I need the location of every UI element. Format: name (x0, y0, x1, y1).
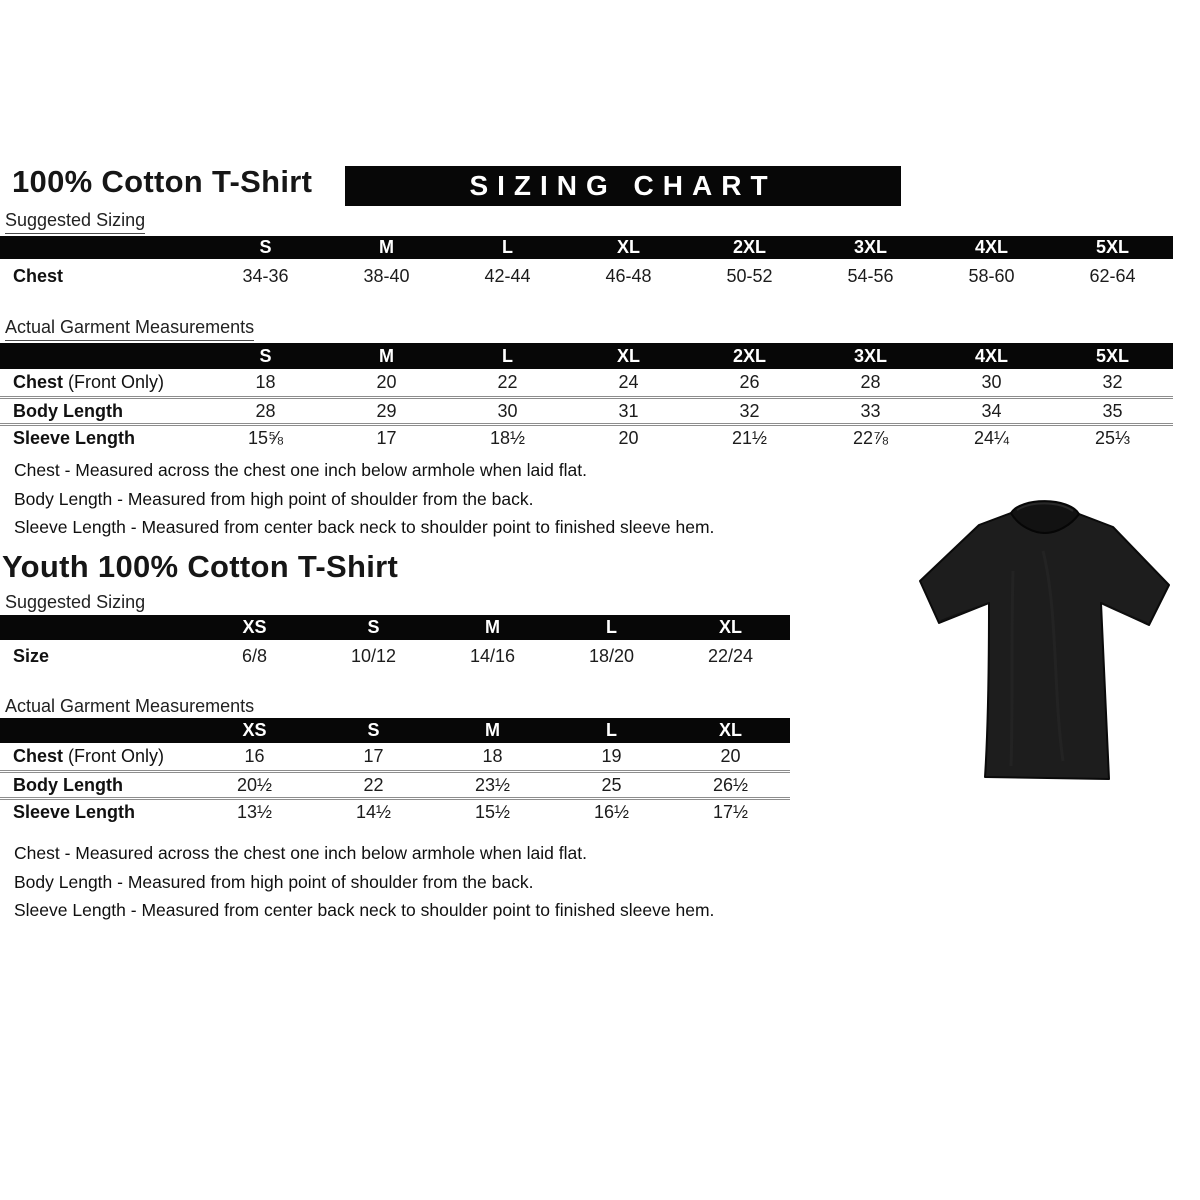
col-header-xs: XS (242, 617, 267, 637)
cell-value: 32 (1102, 372, 1123, 392)
cell-value: 28 (860, 372, 881, 392)
cell-value: 62-64 (1089, 265, 1136, 286)
cell-value: 26 (739, 372, 760, 392)
col-header-m: M (485, 617, 500, 637)
col-header-l: L (606, 617, 617, 637)
cell-value: 18½ (489, 427, 526, 448)
table-row-sleeve-length (0, 797, 790, 824)
cell-value: 17½ (712, 801, 749, 822)
col-header-xl: XL (718, 720, 742, 740)
cell-value: 15⅝ (247, 427, 284, 448)
cell-value: 22 (497, 372, 518, 392)
row-label-bold: Sleeve Length (13, 427, 136, 448)
col-header-m: M (485, 720, 500, 740)
cell-value: 50-52 (726, 265, 773, 286)
adult-actual-measurements-table (0, 343, 1173, 450)
cell-value: 31 (618, 400, 639, 421)
cell-value: 26½ (712, 774, 749, 795)
col-header-l: L (502, 346, 513, 366)
youth-actual-measurements-table (0, 718, 790, 824)
adult-suggested-sizing-label: Suggested Sizing (5, 210, 145, 234)
cell-value: 20½ (236, 774, 273, 795)
youth-measurement-notes (14, 844, 714, 930)
col-header-s: S (367, 617, 380, 637)
adult-suggested-header-row (0, 236, 1173, 259)
youth-actual-measurements-label: Actual Garment Measurements (5, 696, 254, 720)
header-spacer (0, 236, 205, 259)
cell-value: 30 (981, 372, 1002, 392)
cell-value: 38-40 (363, 265, 410, 286)
row-label-bold: Chest (13, 372, 64, 392)
cell-value: 23½ (474, 774, 511, 795)
cell-value: 22/24 (707, 645, 754, 666)
cell-value: 17 (363, 746, 384, 766)
row-label-bold: Chest (13, 746, 64, 766)
col-header-5xl: 5XL (1095, 346, 1129, 366)
row-label-bold: Body Length (13, 774, 123, 795)
col-header-s: S (367, 720, 380, 740)
col-header-l: L (606, 720, 617, 740)
col-header-3xl: 3XL (853, 237, 887, 257)
table-row-sleeve-length (0, 423, 1173, 450)
col-header-xl: XL (616, 237, 640, 257)
cell-value: 30 (497, 400, 518, 421)
col-header-xs: XS (242, 720, 267, 740)
cell-value: 18 (482, 746, 503, 766)
row-label-size: Size (13, 645, 50, 666)
adult-actual-header-row (0, 343, 1173, 369)
youth-suggested-sizing-table (0, 615, 790, 672)
header-spacer (0, 718, 195, 743)
header-spacer (0, 615, 195, 640)
cell-value: 58-60 (968, 265, 1015, 286)
col-header-m: M (379, 346, 394, 366)
note-body-length: Body Length - Measured from high point of shoulder from the back. (14, 488, 534, 509)
page-title: 100% Cotton T-Shirt (12, 164, 313, 199)
sizing-chart-banner-text: SIZING CHART (469, 170, 777, 201)
black-tshirt-image (893, 481, 1193, 811)
col-header-2xl: 2XL (732, 346, 766, 366)
table-row-size (0, 640, 790, 672)
cell-value: 46-48 (605, 265, 652, 286)
col-header-5xl: 5XL (1095, 237, 1129, 257)
row-label-chest-front-only (0, 746, 195, 767)
adult-actual-measurements-label: Actual Garment Measurements (5, 317, 254, 341)
cell-value: 15½ (474, 801, 511, 822)
note-sleeve-length: Sleeve Length - Measured from center back neck to shoulder point to finished sleeve hem. (14, 900, 715, 920)
cell-value: 14½ (355, 801, 392, 822)
row-label-rest: (Front Only) (63, 372, 165, 392)
youth-suggested-sizing-label: Suggested Sizing (5, 592, 145, 616)
cell-value: 34-36 (242, 265, 289, 286)
youth-section-title: Youth 100% Cotton T-Shirt (2, 549, 399, 584)
row-label-chest-front-only (0, 372, 205, 393)
col-header-3xl: 3XL (853, 346, 887, 366)
row-label-body-length (0, 401, 205, 422)
cell-value: 33 (860, 400, 881, 421)
note-body-length: Body Length - Measured from high point of shoulder from the back. (14, 871, 534, 892)
row-label-bold: Sleeve Length (13, 801, 136, 822)
cell-value: 18 (255, 372, 276, 392)
cell-value: 24¼ (973, 427, 1010, 448)
cell-value: 54-56 (847, 265, 894, 286)
col-header-xl: XL (616, 346, 640, 366)
col-header-xl: XL (718, 617, 742, 637)
sizing-chart-banner (345, 166, 901, 206)
col-header-s: S (259, 346, 272, 366)
row-label-sleeve-length (0, 802, 195, 823)
row-label-chest: Chest (13, 265, 64, 286)
note-sleeve-length: Sleeve Length - Measured from center back neck to shoulder point to finished sleeve hem. (14, 517, 715, 537)
cell-value: 16½ (593, 801, 630, 822)
adult-suggested-sizing-table (0, 236, 1173, 293)
col-header-s: S (259, 237, 272, 257)
cell-value: 20 (720, 746, 741, 766)
cell-value: 13½ (236, 801, 273, 822)
cell-value: 18/20 (588, 645, 635, 666)
adult-measurement-notes (14, 461, 714, 547)
youth-suggested-header-row (0, 615, 790, 640)
cell-value: 14/16 (469, 645, 516, 666)
cell-value: 22 (363, 774, 384, 795)
cell-value: 22⅞ (852, 427, 889, 448)
col-header-l: L (502, 237, 513, 257)
cell-value: 32 (739, 400, 760, 421)
col-header-4xl: 4XL (974, 346, 1008, 366)
cell-value: 28 (255, 400, 276, 421)
cell-value: 25 (601, 774, 622, 795)
cell-value: 21½ (731, 427, 768, 448)
table-row-body-length (0, 770, 790, 797)
table-row-chest-front-only (0, 743, 790, 770)
cell-value: 42-44 (484, 265, 531, 286)
cell-value: 20 (618, 427, 639, 448)
row-label-rest: (Front Only) (63, 746, 165, 766)
cell-value: 24 (618, 372, 639, 392)
table-row-chest-front-only (0, 369, 1173, 396)
cell-value: 6/8 (241, 645, 268, 666)
col-header-4xl: 4XL (974, 237, 1008, 257)
cell-value: 10/12 (350, 645, 397, 666)
cell-value: 35 (1102, 400, 1123, 421)
col-header-2xl: 2XL (732, 237, 766, 257)
note-chest: Chest - Measured across the chest one inch below armhole when laid flat. (14, 460, 587, 480)
header-spacer (0, 343, 205, 369)
cell-value: 20 (376, 372, 397, 392)
table-row-body-length (0, 396, 1173, 423)
cell-value: 19 (601, 746, 622, 766)
cell-value: 16 (244, 746, 265, 766)
row-label-bold: Body Length (13, 400, 123, 421)
col-header-m: M (379, 237, 394, 257)
cell-value: 25⅓ (1094, 427, 1131, 448)
row-label-sleeve-length (0, 428, 205, 449)
note-chest: Chest - Measured across the chest one inch below armhole when laid flat. (14, 843, 587, 863)
cell-value: 34 (981, 400, 1002, 421)
row-label-body-length (0, 775, 195, 796)
cell-value: 29 (376, 400, 397, 421)
table-row-chest (0, 259, 1173, 293)
cell-value: 17 (376, 427, 397, 448)
youth-actual-header-row (0, 718, 790, 743)
